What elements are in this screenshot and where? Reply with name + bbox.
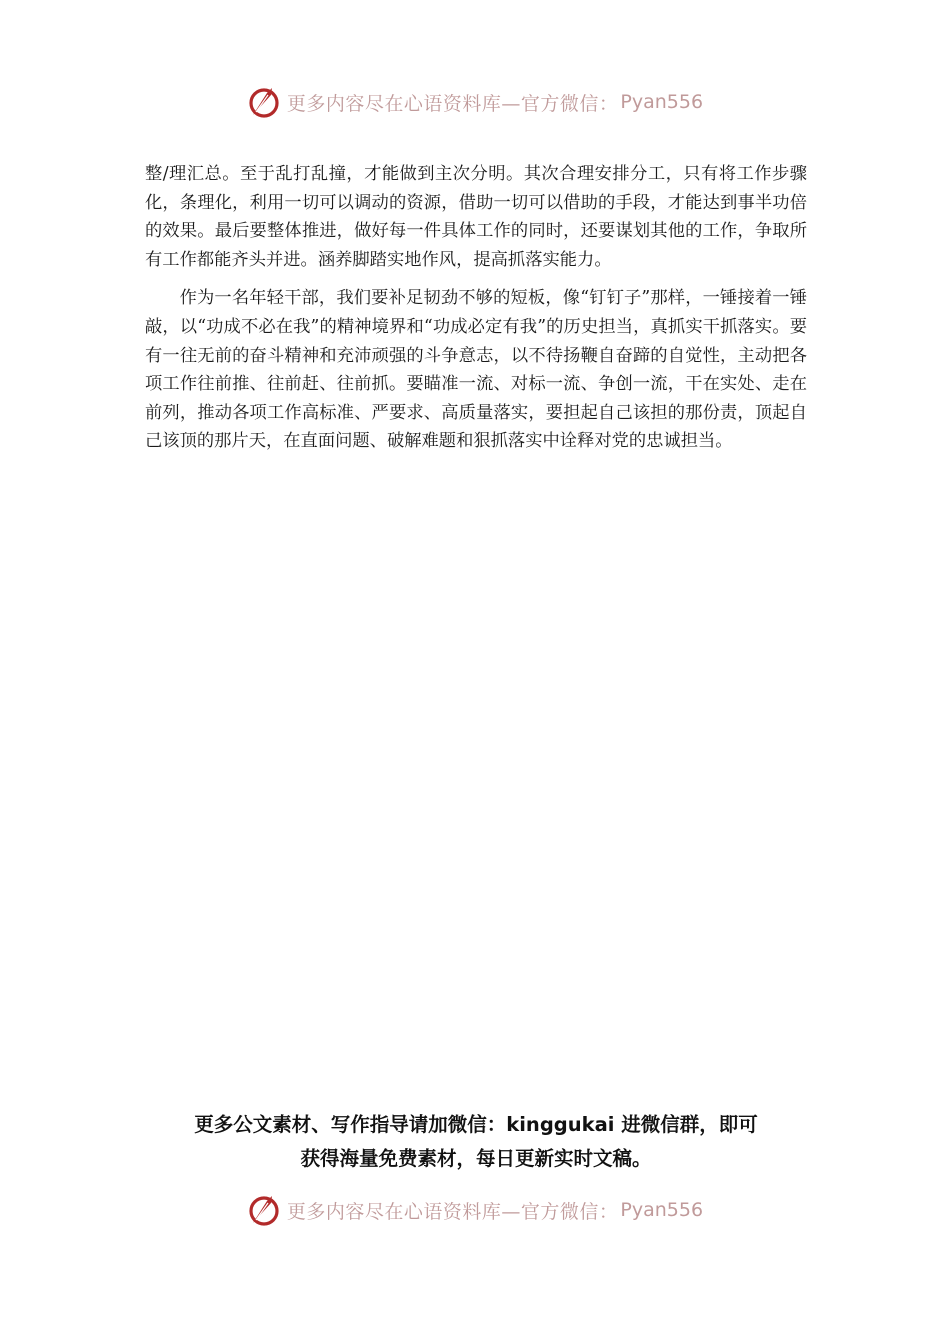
footer-banner-text: 更多内容尽在心语资料库—官方微信： (286, 1200, 619, 1223)
header-banner-text: 更多内容尽在心语资料库—官方微信： (286, 92, 619, 115)
footer-promo-line-2: 获得海量免费素材，每日更新实时文稿。 (300, 1147, 652, 1170)
footer-banner (0, 1190, 950, 1230)
article-body (145, 160, 807, 456)
paragraph-1: 整/理汇总。至于乱打乱撞，才能做到主次分明。其次合理安排分工，只有将工作步骤化，条理化，利用一切可以调动的资源，借助一切可以借助的手段，才能达到事半功倍的效果。最后要整体推进，做好每一件具体工作的同时，还要谋划其他的工作，争取所有工作都能齐头并进。涵养脚踏实地作风，提高抓落实能力。 (145, 164, 807, 270)
quill-pen-logo-icon (247, 1193, 281, 1227)
footer-promo-line-1: 更多公文素材、写作指导请加微信：kinggukai 进微信群，即可 (194, 1113, 758, 1136)
paragraph-2: 作为一名年轻干部，我们要补足韧劲不够的短板，像“钉钉子”那样，一锤接着一锤敲，以“功成不必在我”的精神境界和“功成必定有我”的历史担当，真抓实干抓落实。要有一往无前的奋斗精神和充沛顽强的斗争意志，以不待扬鞭自奋蹄的自觉性，主动把各项工作往前推、往前赶、往前抓。要瞄准一流、对标一流、争创一流，干在实处、走在前列，推动各项工作高标准、严要求、高质量落实，要担起自己该担的那份责，顶起自己该顶的那片天，在直面问题、破解难题和狠抓落实中诠释对党的忠诚担当。 (145, 288, 807, 452)
header-banner (0, 82, 950, 122)
quill-pen-logo-icon (247, 85, 281, 119)
footer-promo-note (145, 1108, 807, 1176)
header-banner-handle: Pyan556 (620, 91, 704, 113)
header-banner-inner (247, 85, 703, 119)
footer-banner-handle: Pyan556 (620, 1199, 704, 1221)
footer-banner-inner (247, 1193, 703, 1227)
